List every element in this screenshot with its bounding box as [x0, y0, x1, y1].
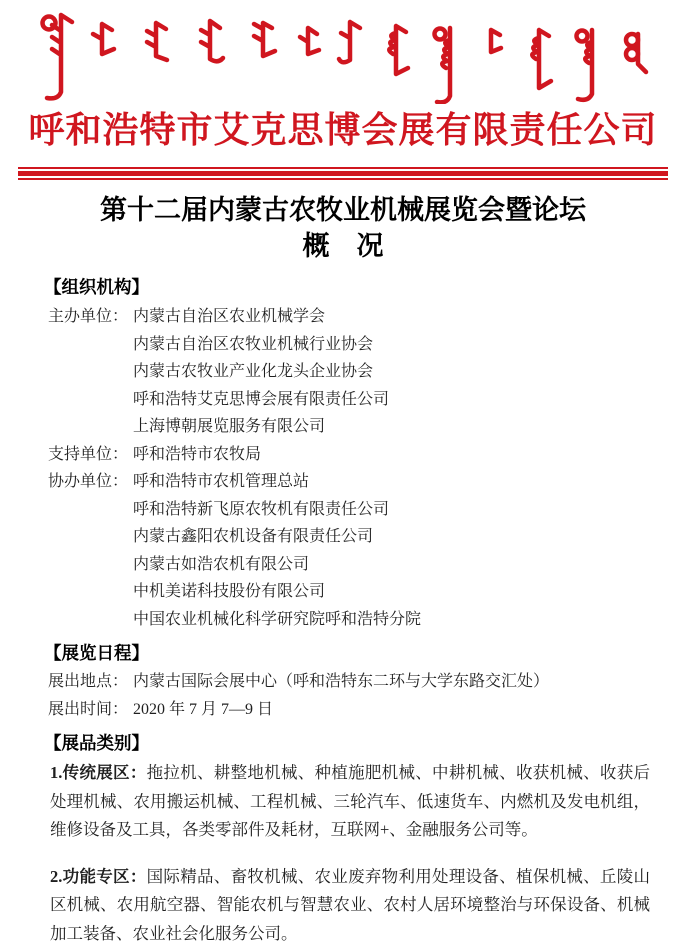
category-paragraph-label: 2.功能专区： — [50, 866, 147, 886]
schedule-row-location — [0, 668, 686, 696]
category-paragraph-text: 拖拉机、耕整地机械、种植施肥机械、中耕机械、收获机械、收获后处理机械、农用搬运机械、工程机械、三轮汽车、低速货车、内燃机及发电机组，维修设备及工具，各类零部件及耗材，互联网+、金融服务公司等。 — [50, 763, 651, 839]
category-paragraph-text: 国际精品、畜牧机械、农业废弃物利用处理设备、植保机械、丘陵山区机械、农用航空器、智能农机与智慧农业、农村人居环境整治与环保设备、机械加工装备、农业社会化服务公司。 — [50, 866, 651, 943]
schedule-row-time — [0, 696, 686, 724]
category-paragraph-traditional — [50, 759, 650, 845]
org-row — [0, 331, 686, 359]
schedule-row-label: 展出地点： — [48, 673, 129, 690]
org-row-value: 内蒙古农牧业产业化龙头企业协会 — [133, 363, 374, 380]
org-row-label: 协办单位： — [48, 473, 129, 490]
org-row — [0, 468, 686, 496]
schedule-row-value: 2020 年 7 月 7—9 日 — [133, 701, 274, 718]
org-row — [0, 606, 686, 634]
org-row — [0, 441, 686, 469]
category-paragraph-label: 1.传统展区： — [50, 763, 147, 782]
org-row — [0, 523, 686, 551]
org-row — [0, 303, 686, 331]
org-row — [0, 496, 686, 524]
org-row-value: 呼和浩特市农机管理总站 — [133, 473, 310, 490]
organization-list — [0, 303, 686, 633]
org-row-value: 中机美诺科技股份有限公司 — [133, 583, 326, 600]
category-paragraph-functional — [50, 863, 650, 949]
company-name: 呼和浩特市艾克思博会展有限责任公司 — [28, 109, 658, 150]
org-row-label: 支持单位： — [48, 445, 129, 463]
org-row-value: 呼和浩特市农牧局 — [133, 445, 262, 463]
section-heading-organization: 【组织机构】 — [44, 277, 149, 297]
org-row-value: 内蒙古自治区农业机械学会 — [133, 308, 326, 325]
org-row — [0, 358, 686, 386]
org-row-value: 内蒙古自治区农牧业机械行业协会 — [133, 335, 374, 353]
org-row-label: 主办单位： — [48, 308, 129, 325]
org-row-value: 呼和浩特艾克思博会展有限责任公司 — [133, 390, 390, 408]
mongolian-script-icon — [36, 12, 650, 104]
schedule-row-label: 展出时间： — [48, 701, 129, 718]
org-row — [0, 413, 686, 441]
org-row-value: 上海博朝展览服务有限公司 — [133, 418, 326, 435]
document-subtitle: 概 况 — [302, 231, 384, 261]
section-heading-schedule: 【展览日程】 — [44, 643, 149, 663]
org-row-value: 呼和浩特新飞原农牧机有限责任公司 — [133, 500, 390, 518]
schedule-list — [0, 668, 686, 724]
divider-rule-thin-bottom — [18, 178, 668, 180]
org-row-value: 中国农业机械化科学研究院呼和浩特分院 — [133, 610, 422, 628]
org-row — [0, 551, 686, 579]
org-row — [0, 386, 686, 414]
document-title: 第十二届内蒙古农牧业机械展览会暨论坛 — [100, 195, 586, 225]
section-heading-categories: 【展品类别】 — [44, 733, 149, 753]
schedule-row-value: 内蒙古国际会展中心（呼和浩特东二环与大学东路交汇处） — [133, 673, 550, 690]
divider-rule — [18, 167, 668, 180]
org-row-value: 内蒙古如浩农机有限公司 — [133, 555, 310, 573]
letterhead-banner — [0, 0, 686, 104]
org-row-value: 内蒙古鑫阳农机设备有限责任公司 — [133, 528, 374, 545]
org-row — [0, 578, 686, 606]
